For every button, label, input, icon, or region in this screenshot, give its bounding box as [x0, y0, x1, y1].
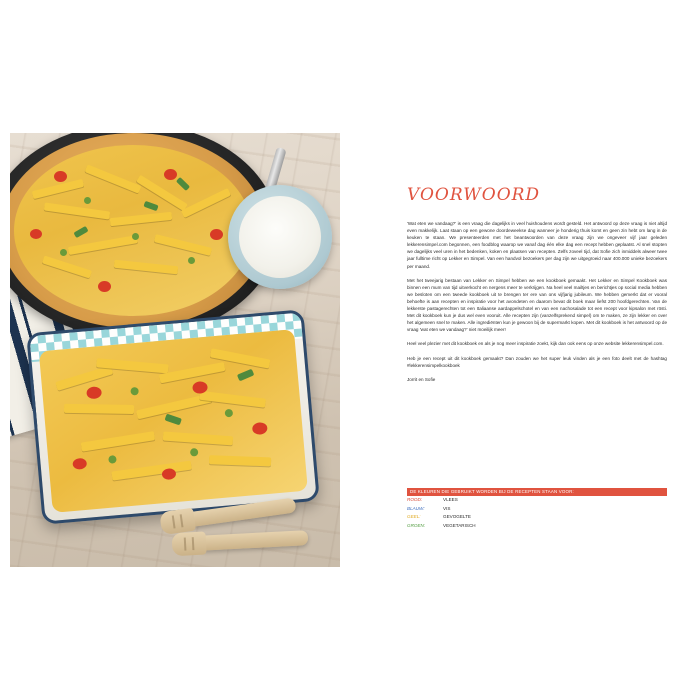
- legend-heading: DE KLEUREN DIE GEBRUIKT WORDEN BIJ DE RECEPTEN STAAN VOOR:: [407, 488, 667, 496]
- page-title: VOORWOORD: [407, 185, 541, 205]
- foreword-body: [407, 220, 667, 390]
- paragraph: Met het tweejarig bestaan van Lekker en Simpel hebben we een kookboek gemaakt. Het Lekker en Simpel Kookboek was binnen een mum van tijd uitverkocht en nergens meer te verkrijgen. Na heel veel mailtjes en berichtjes op social media hebben we besloten om een tweede kookboek uit te brengen ter ere van ons vijfjarig jubileum. We hebben gemerkt dat er vooral behoefte is aan recepten en inspiratie voor het avondeten en daarom bevat dit boek maar liefst 200 hoofdgerechten. Van de lekkerste pastagerechten tot een Italiaanse aardappelschotel en van een nachosalade tot een recept voor kipsalon met rösti. Met dit kookboek kun je dus wel even vooruit. Alle recepten zijn (vanzelfsprekend simpel) om te maken, ze zijn lekker en over het algemeen snel te maken. Alle ingrediënten kun je gewoon bij de supermarkt kopen. Met dit kookboek is het antwoord op de vraag 'wat eten we vandaag?' niet moeilijk meer!: [407, 277, 667, 333]
- paragraph: Heb je een recept uit dit kookboek gemaakt? Dan zouden we het super leuk vinden als je een foto deelt met de hashtag #lekkerensimpelkookboek: [407, 355, 667, 368]
- legend-value: VLEES: [443, 497, 458, 502]
- legend-item-blauw: [407, 505, 667, 514]
- sauce: [239, 196, 321, 278]
- dish-contents: [39, 329, 308, 513]
- signature: Jorrit en Sofie: [407, 376, 436, 382]
- sauce-bowl: [228, 185, 332, 289]
- legend-value: GEVOGELTE: [443, 514, 471, 519]
- legend-value: VEGETARISCH: [443, 522, 476, 528]
- legend-key: GEEL:: [407, 514, 421, 519]
- legend-value: VIS: [443, 505, 451, 511]
- legend-item-rood: [407, 496, 667, 505]
- legend-key: GROEN:: [407, 522, 426, 528]
- pizza-topping: [14, 145, 252, 316]
- legend-item-groen: [407, 522, 667, 531]
- fork-head-icon: [159, 508, 196, 536]
- food-photograph: [10, 133, 340, 567]
- legend-key: ROOD:: [407, 497, 423, 502]
- foreword-page: [385, 133, 690, 567]
- fork-head-icon: [172, 531, 207, 556]
- paragraph: 'Wat eten we vandaag?' is een vraag die dagelijks in veel huishoudens wordt gesteld. Het antwoord op deze vraag is niet altijd even makkelijk. Laat staan op een gewone doordeweekse dag wanneer je honderig thuis komt en geen zin hebt om lang in de keuken te staan. We presenteerden met het beantwoorden van deze vraag zijn we ongeveer vijf jaar geleden lekkerensimpel.com begonnen, een foodblog waarop we vanaf dag één elke dag een recept hebben geplaatst. Al snel stopten we dagelijks veel uren in het bedenken, koken en plaatsen van recepten. Zelfs zoveel tijd, dat Sofie zich inmiddels alweer twee jaar fulltime richt op Lekker en Simpel. Van een handvol bezoekers per dag zijn we uitgegroeid naar 400.000 unieke bezoekers per maand.: [407, 221, 667, 269]
- color-legend: [407, 488, 667, 530]
- legend-item-geel: [407, 513, 667, 522]
- legend-key: BLAUW:: [407, 505, 425, 511]
- paragraph: Heel veel plezier met dit kookboek en als je nog meer inspiratie zoekt, kijk dan ook eens op onze website lekkerensimpel.com.: [407, 341, 664, 347]
- ceramic-baking-dish: [26, 309, 320, 524]
